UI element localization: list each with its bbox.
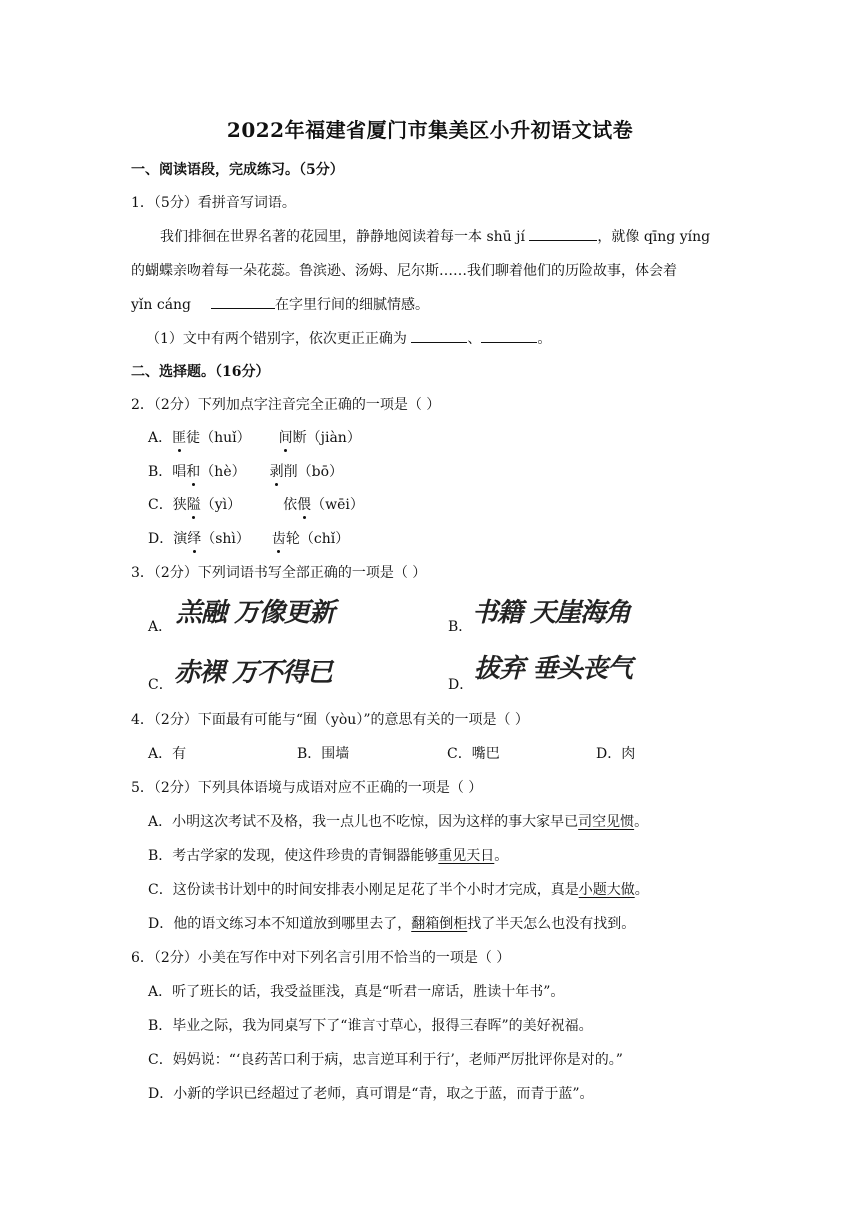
dotted-char: 剥: [270, 461, 284, 481]
q3-option-b-handwriting: 书籍 天崖海角: [472, 598, 631, 628]
q1-passage-line2: 的蝴蝶亲吻着每一朵花蕊。鲁滨逊、汤姆、尼尔斯……我们聊着他们的历险故事，体会着: [131, 263, 677, 279]
reading: （hè）: [200, 464, 246, 480]
q1-sub1-text: （1）文中有两个错别字，依次更正正确为: [146, 331, 407, 347]
char: 演: [173, 531, 188, 547]
page-title: 2022年福建省厦门市集美区小升初语文试卷: [226, 118, 634, 142]
dotted-char: 偎: [297, 494, 311, 514]
section-2-heading: 二、选择题。（16分）: [131, 364, 270, 380]
q5-option-a[interactable]: [148, 811, 648, 831]
dotted-char: 间: [279, 427, 293, 447]
q1-passage-text: ，就像 qīng yíng: [597, 229, 711, 245]
option-text: 。: [494, 848, 509, 864]
reading: （wēi）: [311, 497, 364, 513]
q5-option-d[interactable]: [148, 913, 635, 933]
q1-passage-line1: [160, 226, 710, 246]
char: 依: [283, 497, 298, 513]
q3-option-a-label[interactable]: A．: [148, 619, 173, 635]
dotted-char: 和: [186, 461, 200, 481]
reading: （yì）: [200, 497, 242, 513]
reading: 徒（huǐ）: [186, 430, 251, 446]
q3-option-c-handwriting: 赤裸 万不得已: [174, 658, 333, 688]
q6-option-a[interactable]: A．听了班长的话，我受益匪浅，真是“听君一席话，胜读十年书”。: [148, 984, 565, 1000]
q5-option-b[interactable]: [148, 845, 508, 865]
q2-option-d[interactable]: [148, 528, 349, 548]
q2-option-b[interactable]: [148, 461, 343, 481]
q5-option-c[interactable]: [148, 879, 649, 899]
answer-blank-yincang[interactable]: [211, 294, 275, 309]
dotted-char: 匪: [172, 427, 186, 447]
option-label: C．: [148, 497, 173, 513]
section-1-heading: 一、阅读语段，完成练习。（5分）: [131, 162, 344, 178]
underlined-idiom: 翻箱倒柜: [411, 916, 468, 932]
dotted-char: 隘: [187, 494, 201, 514]
underlined-idiom: 重见天日: [438, 848, 495, 864]
end-mark: 。: [537, 331, 552, 347]
option-text: A．小明这次考试不及格，我一点儿也不吃惊，因为这样的事大家早已: [148, 814, 579, 830]
q4-stem: 4．（2分）下面最有可能与“囿（yòu）”的意思有关的一项是（ ）: [131, 712, 529, 728]
q3-option-d-handwriting: 拔弃 垂头丧气: [474, 654, 633, 684]
q4-option-a[interactable]: A．有: [148, 746, 187, 762]
q3-option-a-handwriting: 羔融 万像更新: [176, 598, 335, 628]
q2-stem: 2．（2分）下列加点字注音完全正确的一项是（ ）: [131, 397, 441, 413]
q3-option-c-label[interactable]: C．: [148, 677, 173, 693]
answer-blank-1[interactable]: [411, 328, 467, 343]
answer-blank-2[interactable]: [481, 328, 537, 343]
q1-stem: 1．（5分）看拼音写词语。: [131, 195, 296, 211]
reading: 断（jiàn）: [292, 430, 361, 446]
option-label: D．: [148, 531, 174, 547]
option-text: 找了半天怎么也没有找到。: [467, 916, 636, 932]
option-text: 。: [634, 814, 649, 830]
q1-passage-text: 在字里行间的细腻情感。: [275, 297, 430, 313]
q6-stem: 6．（2分）小美在写作中对下列名言引用不恰当的一项是（ ）: [131, 950, 511, 966]
option-label: A．: [148, 430, 173, 446]
q1-passage-text: 我们排徊在世界名著的花园里，静静地阅读着每一本 shū jí: [160, 229, 530, 245]
q4-option-b[interactable]: B．围墙: [297, 746, 350, 762]
pinyin-yincang: yǐn cáng: [131, 297, 192, 313]
q4-option-d[interactable]: D．肉: [596, 746, 636, 762]
option-text: 。: [634, 882, 649, 898]
option-text: B．考古学家的发现，使这件珍贵的青铜器能够: [148, 848, 439, 864]
q2-option-c[interactable]: [148, 494, 364, 514]
q6-option-d[interactable]: D．小新的学识已经超过了老师，真可谓是“青，取之于蓝，而青于蓝”。: [148, 1086, 594, 1102]
dotted-char: 绎: [187, 528, 201, 548]
underlined-idiom: 司空见惯: [578, 814, 635, 830]
separator: 、: [467, 331, 482, 347]
char: 狭: [172, 497, 187, 513]
option-label: B．: [148, 464, 173, 480]
q3-option-d-label[interactable]: D．: [448, 677, 474, 693]
reading: 削（bō）: [283, 464, 343, 480]
q5-stem: 5．（2分）下列具体语境与成语对应不正确的一项是（ ）: [131, 780, 483, 796]
q6-option-b[interactable]: B．毕业之际，我为同桌写下了“谁言寸草心，报得三春晖”的美好祝福。: [148, 1018, 593, 1034]
option-text: D．他的语文练习本不知道放到哪里去了，: [148, 916, 412, 932]
q1-passage-line3: [131, 294, 429, 314]
char: 唱: [172, 464, 187, 480]
answer-blank-shuji[interactable]: [529, 226, 597, 241]
q6-option-c[interactable]: C．妈妈说：“‘良药苦口利于病，忠言逆耳利于行’，老师严厉批评你是对的。”: [148, 1052, 623, 1068]
q4-option-c[interactable]: C．嘴巴: [447, 746, 500, 762]
reading: 轮（chǐ）: [285, 531, 350, 547]
underlined-idiom: 小题大做: [578, 882, 635, 898]
q3-option-b-label[interactable]: B．: [448, 619, 473, 635]
q1-sub1: [146, 328, 551, 348]
option-text: C．这份读书计划中的时间安排表小刚足足花了半个小时才完成，真是: [148, 882, 579, 898]
q2-option-a[interactable]: [148, 427, 361, 447]
reading: （shì）: [201, 531, 250, 547]
q3-stem: 3．（2分）下列词语书写全部正确的一项是（ ）: [131, 565, 427, 581]
dotted-char: 齿: [272, 528, 286, 548]
